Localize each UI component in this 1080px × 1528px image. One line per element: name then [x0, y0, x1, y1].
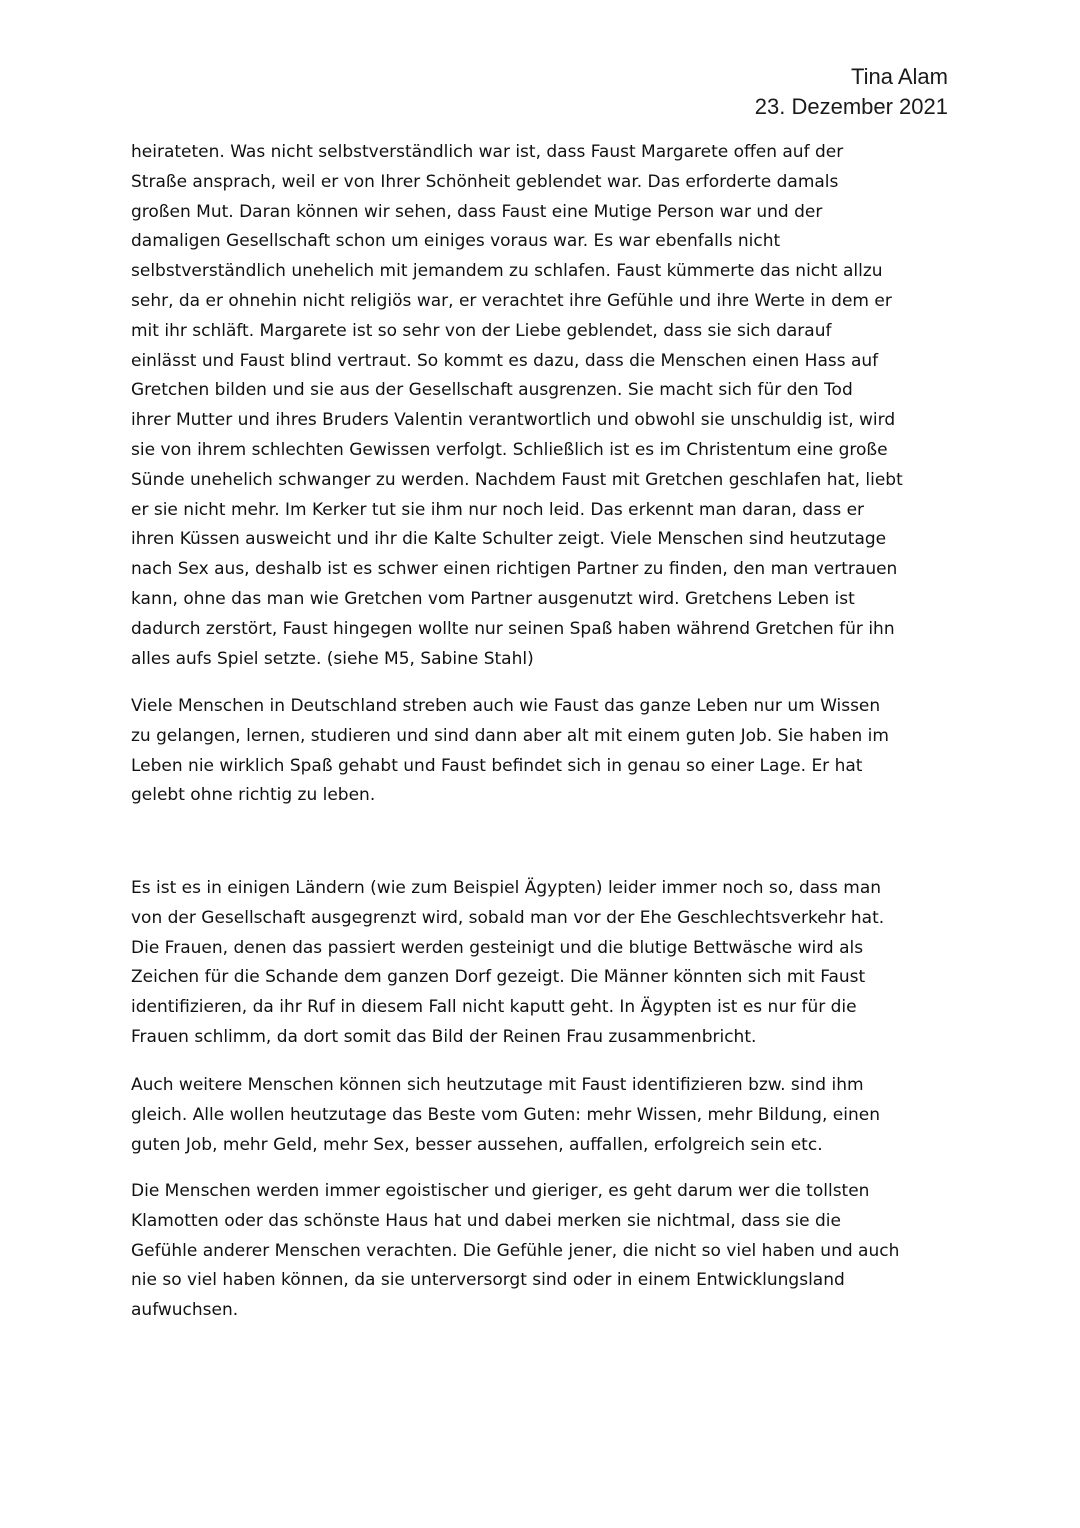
- text-line: sie von ihrem schlechten Gewissen verfolgt. Schließlich ist es im Christentum eine große: [131, 439, 888, 460]
- text-line: von der Gesellschaft ausgegrenzt wird, sobald man vor der Ehe Geschlechtsverkehr hat.: [131, 907, 885, 928]
- paragraph-1: [131, 138, 951, 674]
- text-line: Straße ansprach, weil er von Ihrer Schönheit geblendet war. Das erforderte damals: [131, 171, 839, 192]
- text-line: kann, ohne das man wie Gretchen vom Partner ausgenutzt wird. Gretchens Leben ist: [131, 588, 855, 609]
- text-line: zu gelangen, lernen, studieren und sind dann aber alt mit einem guten Job. Sie haben im: [131, 725, 889, 746]
- text-line: gleich. Alle wollen heutzutage das Beste vom Guten: mehr Wissen, mehr Bildung, einen: [131, 1104, 880, 1125]
- text-line: mit ihr schläft. Margarete ist so sehr von der Liebe geblendet, dass sie sich darauf: [131, 320, 832, 341]
- text-line: Frauen schlimm, da dort somit das Bild der Reinen Frau zusammenbricht.: [131, 1026, 757, 1047]
- text-line: dadurch zerstört, Faust hingegen wollte nur seinen Spaß haben während Gretchen für ihn: [131, 618, 895, 639]
- text-line: heirateten. Was nicht selbstverständlich war ist, dass Faust Margarete offen auf der: [131, 142, 844, 162]
- text-line: Gretchen bilden und sie aus der Gesellschaft ausgrenzen. Sie macht sich für den Tod: [131, 380, 853, 401]
- paragraph-3: [131, 874, 951, 1053]
- text-line: Sünde unehelich schwanger zu werden. Nachdem Faust mit Gretchen geschlafen hat, liebt: [131, 469, 903, 490]
- text-line: Zeichen für die Schande dem ganzen Dorf gezeigt. Die Männer könnten sich mit Faust: [131, 967, 866, 988]
- text-line: Die Menschen werden immer egoistischer und gieriger, es geht darum wer die tollsten: [131, 1181, 870, 1201]
- paragraph-5: [131, 1177, 951, 1326]
- text-line: alles aufs Spiel setzte. (siehe M5, Sabine Stahl): [131, 648, 534, 669]
- text-line: Viele Menschen in Deutschland streben auch wie Faust das ganze Leben nur um Wissen: [131, 696, 881, 716]
- text-line: Es ist es in einigen Ländern (wie zum Beispiel Ägypten) leider immer noch so, dass man: [131, 878, 882, 898]
- text-line: nach Sex aus, deshalb ist es schwer einen richtigen Partner zu finden, den man vertrauen: [131, 559, 898, 580]
- text-line: er sie nicht mehr. Im Kerker tut sie ihm nur noch leid. Das erkennt man daran, dass er: [131, 499, 865, 520]
- text-line: Auch weitere Menschen können sich heutzutage mit Faust identifizieren bzw. sind ihm: [131, 1075, 864, 1095]
- text-line: Gefühle anderer Menschen verachten. Die Gefühle jener, die nicht so viel haben und auch: [131, 1240, 900, 1261]
- paragraph-4: [131, 1071, 951, 1160]
- text-line: nie so viel haben können, da sie unterversorgt sind oder in einem Entwicklungsland: [131, 1270, 845, 1291]
- text-line: ihrer Mutter und ihres Bruders Valentin verantwortlich und obwohl sie unschuldig ist, wird: [131, 410, 896, 431]
- document-header: [755, 62, 948, 122]
- document-date: 23. Dezember 2021: [754, 94, 948, 119]
- text-line: Die Frauen, denen das passiert werden gesteinigt und die blutige Bettwäsche wird als: [131, 937, 864, 958]
- text-line: einlässt und Faust blind vertraut. So kommt es dazu, dass die Menschen einen Hass auf: [131, 350, 879, 371]
- text-line: guten Job, mehr Geld, mehr Sex, besser aussehen, auffallen, erfolgreich sein etc.: [131, 1134, 823, 1155]
- author-name: Tina Alam: [850, 64, 948, 89]
- text-line: damaligen Gesellschaft schon um einiges voraus war. Es war ebenfalls nicht: [131, 231, 781, 252]
- text-line: großen Mut. Daran können wir sehen, dass Faust eine Mutige Person war und der: [131, 201, 823, 222]
- text-line: identifizieren, da ihr Ruf in diesem Fall nicht kaputt geht. In Ägypten ist es nur für die: [131, 997, 857, 1018]
- text-line: Leben nie wirklich Spaß gehabt und Faust befindet sich in genau so einer Lage. Er hat: [131, 755, 863, 776]
- text-line: sehr, da er ohnehin nicht religiös war, er verachtet ihre Gefühle und ihre Werte in dem er: [131, 290, 892, 311]
- text-line: aufwuchsen.: [131, 1300, 239, 1321]
- text-line: Klamotten oder das schönste Haus hat und dabei merken sie nichtmal, dass sie die: [131, 1210, 841, 1231]
- text-line: selbstverständlich unehelich mit jemandem zu schlafen. Faust kümmerte das nicht allzu: [131, 261, 883, 282]
- text-line: ihren Küssen ausweicht und ihr die Kalte Schulter zeigt. Viele Menschen sind heutzutage: [131, 529, 887, 550]
- paragraph-2: [131, 692, 951, 811]
- text-line: gelebt ohne richtig zu leben.: [131, 785, 376, 806]
